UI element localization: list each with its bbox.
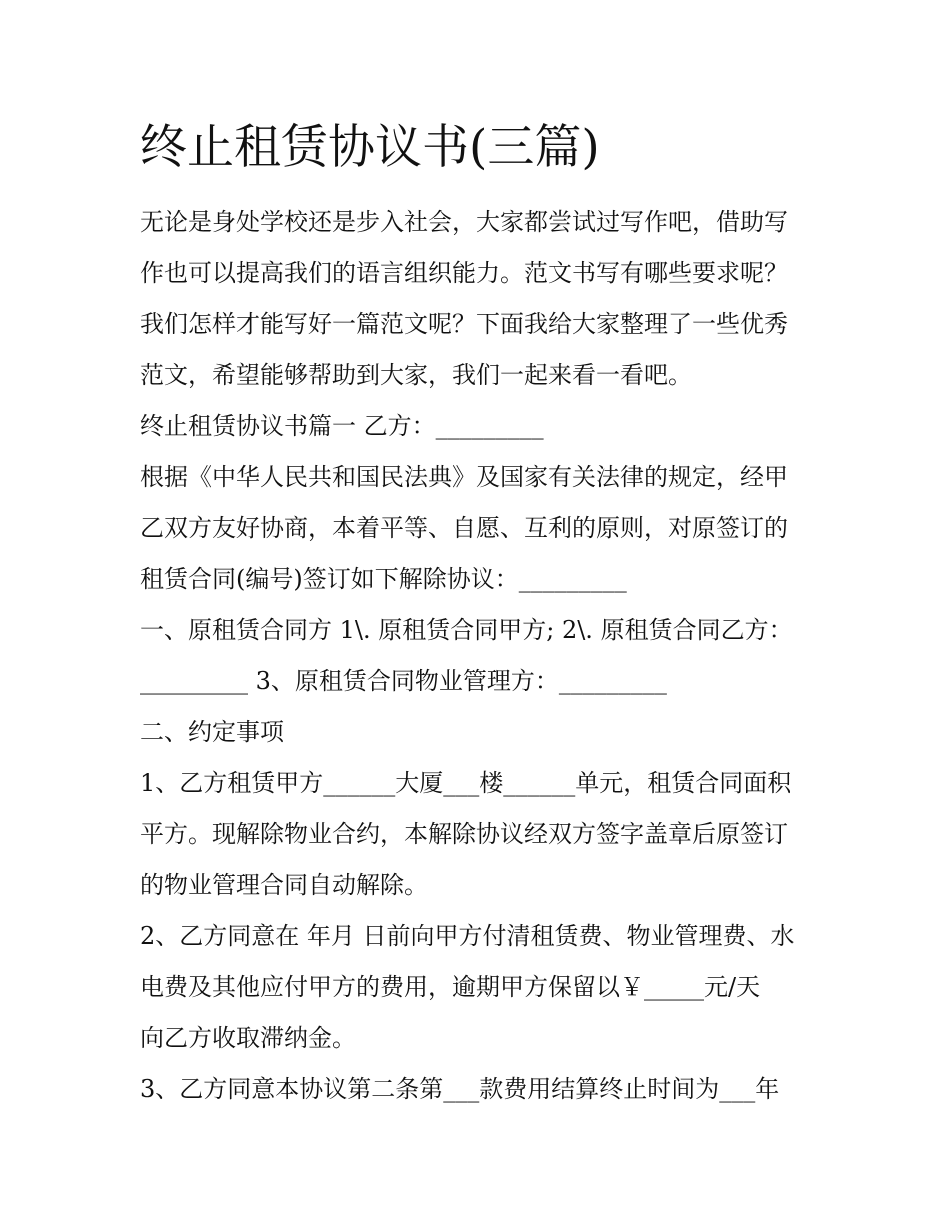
paragraph-line: 乙双方友好协商，本着平等、自愿、互利的原则，对原签订的 xyxy=(140,514,788,542)
section-heading-line: 终止租赁协议书篇一 乙方：_________ xyxy=(140,412,544,440)
paragraph-line: 向乙方收取滞纳金。 xyxy=(140,1024,356,1052)
paragraph-line: 1、乙方租赁甲方______大厦___楼______单元，租赁合同面积 xyxy=(140,769,792,797)
paragraph-line: 范文，希望能够帮助到大家，我们一起来看一看吧。 xyxy=(140,361,692,389)
document-title: 终止租赁协议书(三篇) xyxy=(140,120,600,175)
paragraph-line: 2、乙方同意在 年月 日前向甲方付清租赁费、物业管理费、水 xyxy=(140,922,795,950)
paragraph-line: 我们怎样才能写好一篇范文呢？下面我给大家整理了一些优秀 xyxy=(140,310,788,338)
paragraph-line: _________ 3、原租赁合同物业管理方：_________ xyxy=(140,667,667,695)
paragraph-line: 根据《中华人民共和国民法典》及国家有关法律的规定，经甲 xyxy=(140,463,788,491)
paragraph-line: 一、原租赁合同方 1\. 原租赁合同甲方; 2\. 原租赁合同乙方： xyxy=(140,616,793,644)
paragraph-line: 无论是身处学校还是步入社会，大家都尝试过写作吧，借助写 xyxy=(140,208,788,236)
section-heading-line: 二、约定事项 xyxy=(140,718,284,746)
paragraph-line: 平方。现解除物业合约，本解除协议经双方签字盖章后原签订 xyxy=(140,820,788,848)
paragraph-line: 电费及其他应付甲方的费用，逾期甲方保留以￥_____元/天 xyxy=(140,973,761,1001)
paragraph-line: 作也可以提高我们的语言组织能力。范文书写有哪些要求呢？ xyxy=(140,259,788,287)
paragraph-line: 租赁合同(编号)签订如下解除协议：_________ xyxy=(140,565,627,593)
paragraph-line: 的物业管理合同自动解除。 xyxy=(140,871,428,899)
paragraph-line: 3、乙方同意本协议第二条第___款费用结算终止时间为___年 xyxy=(140,1075,780,1103)
